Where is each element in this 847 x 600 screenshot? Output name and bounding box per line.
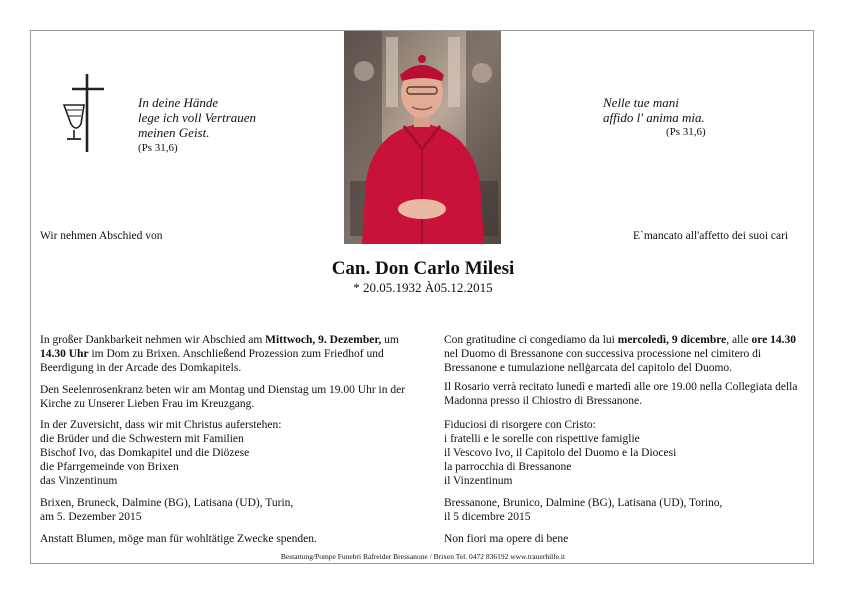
italian-paragraph-mourners: Fiduciosi di risorgere con Cristo: i fratelli e le sorelle con rispettive famiglie il Vescovo Ivo, il Capitolo del Duomo e la Diocesi la parrocchia di Bressanone il Vinzentinum xyxy=(444,419,677,487)
cross-chalice-icon xyxy=(60,72,110,154)
italian-farewell-line: E`mancato all'affetto dei suoi cari xyxy=(633,230,789,242)
german-farewell-line: Wir nehmen Abschied von xyxy=(40,230,163,242)
italian-verse: Nelle tue mani affido l' anima mia. xyxy=(603,95,705,125)
german-paragraph-place-date: Brixen, Bruneck, Dalmine (BG), Latisana (UD), Turin, am 5. Dezember 2015 xyxy=(40,497,294,523)
italian-paragraph-funeral: Con gratitudine ci congediamo da lui mercoledì, 9 dicembre, alle ore 14.30 nel Duomo di Bressanone con successiva processione nel cimitero di Bressanone e tumulazione nellġarcata del capitolo del Duomo. xyxy=(444,334,796,374)
german-paragraph-donation: Anstatt Blumen, möge man für wohltätige Zwecke spenden. xyxy=(40,533,317,545)
german-paragraph-mourners: In der Zuversicht, dass wir mit Christus auferstehen: die Brüder und die Schwestern mit Familien Bischof Ivo, das Domkapitel und die Diözese die Pfarrgemeinde von Brixen das Vinzentinum xyxy=(40,419,282,487)
funeral-home-footer: Bestattung/Pompe Funebri Rafreider Bressanone / Brixen Tel. 0472 836192 www.trauerhilfe.it xyxy=(280,552,566,561)
italian-paragraph-rosary: Il Rosario verrà recitato lunedì e martedì alle ore 19.00 nella Collegiata della Madonna presso il Chiostro di Bressanone. xyxy=(444,381,798,407)
portrait-illustration xyxy=(344,31,501,244)
german-verse-reference: (Ps 31,6) xyxy=(138,142,178,154)
german-verse: In deine Hände lege ich voll Vertrauen meinen Geist. xyxy=(138,95,257,140)
italian-verse-reference: (Ps 31,6) xyxy=(666,126,706,138)
italian-paragraph-place-date: Bressanone, Brunico, Dalmine (BG), Latisana (UD), Torino, il 5 dicembre 2015 xyxy=(444,497,723,523)
german-paragraph-rosary: Den Seelenrosenkranz beten wir am Montag und Dienstag um 19.00 Uhr in der Kirche zu Unserer Lieben Frau im Kreuzgang. xyxy=(40,384,406,410)
deceased-dates: * 20.05.1932 À05.12.2015 xyxy=(353,280,493,295)
portrait-photo xyxy=(344,31,501,244)
german-paragraph-funeral: In großer Dankbarkeit nehmen wir Abschied am Mittwoch, 9. Dezember, um 14.30 Uhr im Dom zu Brixen. Anschließend Prozession zum Friedhof und Beerdigung in der Arcade des Domkapitels. xyxy=(40,334,399,374)
italian-paragraph-donation: Non fiori ma opere di bene xyxy=(444,533,569,545)
deceased-name: Can. Don Carlo Milesi xyxy=(331,258,515,279)
